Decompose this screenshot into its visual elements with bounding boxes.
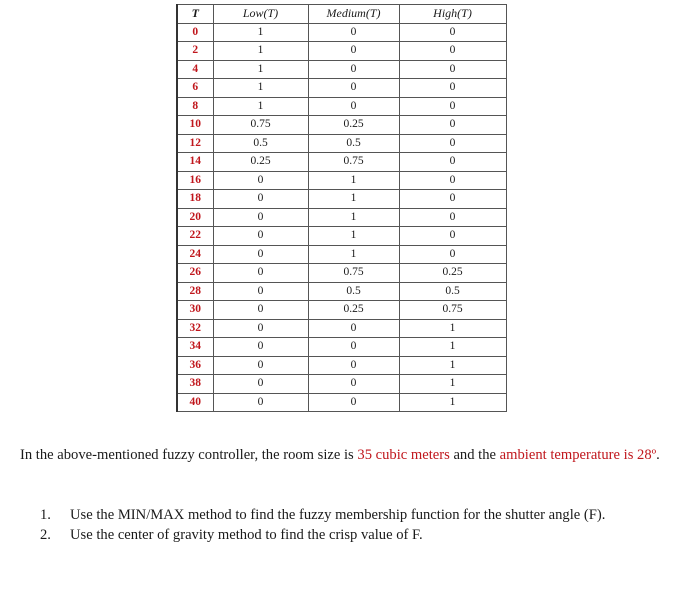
cell-t: 26 xyxy=(177,264,213,283)
table-body xyxy=(177,23,506,412)
table-row xyxy=(177,79,506,98)
membership-table xyxy=(176,4,507,412)
table-row xyxy=(177,338,506,357)
table-row xyxy=(177,393,506,412)
cell-medium: 0.5 xyxy=(308,282,399,301)
cell-high: 0 xyxy=(399,116,506,135)
cell-high: 1 xyxy=(399,319,506,338)
cell-medium: 0 xyxy=(308,393,399,412)
cell-medium: 0 xyxy=(308,79,399,98)
task-number: 1. xyxy=(40,507,51,523)
cell-t: 30 xyxy=(177,301,213,320)
room-size-value: 35 cubic meters xyxy=(357,447,450,463)
table-row xyxy=(177,134,506,153)
table-row xyxy=(177,153,506,172)
table-row xyxy=(177,245,506,264)
cell-low: 0 xyxy=(213,190,308,209)
task-text: Use the MIN/MAX method to find the fuzzy membership function for the shutter angle (F). xyxy=(70,507,606,523)
cell-high: 1 xyxy=(399,393,506,412)
cell-low: 0.25 xyxy=(213,153,308,172)
task-number: 2. xyxy=(40,526,51,543)
cell-low: 0 xyxy=(213,301,308,320)
cell-medium: 0 xyxy=(308,338,399,357)
cell-high: 0 xyxy=(399,190,506,209)
cell-low: 0 xyxy=(213,356,308,375)
cell-medium: 1 xyxy=(308,171,399,190)
cell-t: 38 xyxy=(177,375,213,394)
cell-medium: 0 xyxy=(308,356,399,375)
table-row xyxy=(177,356,506,375)
cell-t: 24 xyxy=(177,245,213,264)
table-row xyxy=(177,264,506,283)
header-low: Low(T) xyxy=(213,5,308,24)
table-row xyxy=(177,116,506,135)
cell-medium: 0 xyxy=(308,97,399,116)
cell-low: 0 xyxy=(213,393,308,412)
task-item xyxy=(40,506,640,525)
table-row xyxy=(177,97,506,116)
cell-medium: 1 xyxy=(308,245,399,264)
cell-low: 0.5 xyxy=(213,134,308,153)
cell-low: 0 xyxy=(213,282,308,301)
cell-high: 0.25 xyxy=(399,264,506,283)
cell-low: 1 xyxy=(213,97,308,116)
cell-low: 0 xyxy=(213,245,308,264)
cell-t: 32 xyxy=(177,319,213,338)
cell-high: 0 xyxy=(399,23,506,42)
cell-low: 0.75 xyxy=(213,116,308,135)
table-row xyxy=(177,171,506,190)
table-row xyxy=(177,319,506,338)
cell-t: 14 xyxy=(177,153,213,172)
table-header-row xyxy=(177,5,506,24)
header-t: T xyxy=(177,5,213,24)
cell-high: 0 xyxy=(399,42,506,61)
problem-end: . xyxy=(656,447,660,463)
cell-medium: 0.75 xyxy=(308,153,399,172)
cell-high: 0 xyxy=(399,245,506,264)
cell-low: 1 xyxy=(213,60,308,79)
cell-low: 0 xyxy=(213,264,308,283)
table-row xyxy=(177,190,506,209)
table-row xyxy=(177,301,506,320)
cell-high: 0 xyxy=(399,208,506,227)
cell-t: 28 xyxy=(177,282,213,301)
cell-medium: 0.5 xyxy=(308,134,399,153)
cell-t: 6 xyxy=(177,79,213,98)
cell-low: 1 xyxy=(213,23,308,42)
table-row xyxy=(177,23,506,42)
cell-low: 0 xyxy=(213,208,308,227)
cell-low: 0 xyxy=(213,171,308,190)
table-row xyxy=(177,42,506,61)
cell-t: 34 xyxy=(177,338,213,357)
cell-high: 0 xyxy=(399,97,506,116)
cell-medium: 0 xyxy=(308,42,399,61)
cell-t: 18 xyxy=(177,190,213,209)
table-row xyxy=(177,208,506,227)
ambient-temperature-value: ambient temperature is 28º xyxy=(499,447,657,463)
cell-low: 1 xyxy=(213,79,308,98)
cell-high: 1 xyxy=(399,338,506,357)
table-row xyxy=(177,282,506,301)
cell-medium: 1 xyxy=(308,190,399,209)
cell-high: 1 xyxy=(399,356,506,375)
table-row xyxy=(177,375,506,394)
task-text: Use the center of gravity method to find the crisp value of F. xyxy=(70,526,423,543)
cell-high: 0 xyxy=(399,171,506,190)
cell-t: 22 xyxy=(177,227,213,246)
cell-t: 12 xyxy=(177,134,213,153)
cell-t: 36 xyxy=(177,356,213,375)
cell-medium: 0 xyxy=(308,23,399,42)
cell-t: 20 xyxy=(177,208,213,227)
cell-high: 0 xyxy=(399,227,506,246)
cell-t: 40 xyxy=(177,393,213,412)
cell-high: 0.5 xyxy=(399,282,506,301)
cell-t: 2 xyxy=(177,42,213,61)
cell-medium: 1 xyxy=(308,227,399,246)
cell-low: 0 xyxy=(213,319,308,338)
cell-medium: 0.75 xyxy=(308,264,399,283)
cell-medium: 0.25 xyxy=(308,116,399,135)
cell-low: 0 xyxy=(213,375,308,394)
cell-low: 0 xyxy=(213,227,308,246)
problem-middle: and the xyxy=(449,447,500,463)
task-item xyxy=(40,526,640,545)
table-row xyxy=(177,60,506,79)
cell-t: 10 xyxy=(177,116,213,135)
cell-medium: 0 xyxy=(308,375,399,394)
cell-high: 0.75 xyxy=(399,301,506,320)
cell-medium: 0 xyxy=(308,60,399,79)
problem-statement xyxy=(20,446,665,465)
cell-medium: 0.25 xyxy=(308,301,399,320)
table-row xyxy=(177,227,506,246)
cell-t: 4 xyxy=(177,60,213,79)
header-high: High(T) xyxy=(399,5,506,24)
cell-high: 0 xyxy=(399,153,506,172)
cell-t: 16 xyxy=(177,171,213,190)
cell-high: 0 xyxy=(399,60,506,79)
cell-low: 1 xyxy=(213,42,308,61)
cell-medium: 1 xyxy=(308,208,399,227)
cell-high: 0 xyxy=(399,79,506,98)
cell-t: 8 xyxy=(177,97,213,116)
cell-high: 0 xyxy=(399,134,506,153)
problem-intro: In the above-mentioned fuzzy controller, the room size is xyxy=(20,447,358,463)
cell-low: 0 xyxy=(213,338,308,357)
task-list xyxy=(40,506,640,545)
cell-high: 1 xyxy=(399,375,506,394)
cell-t: 0 xyxy=(177,23,213,42)
cell-medium: 0 xyxy=(308,319,399,338)
header-medium: Medium(T) xyxy=(308,5,399,24)
